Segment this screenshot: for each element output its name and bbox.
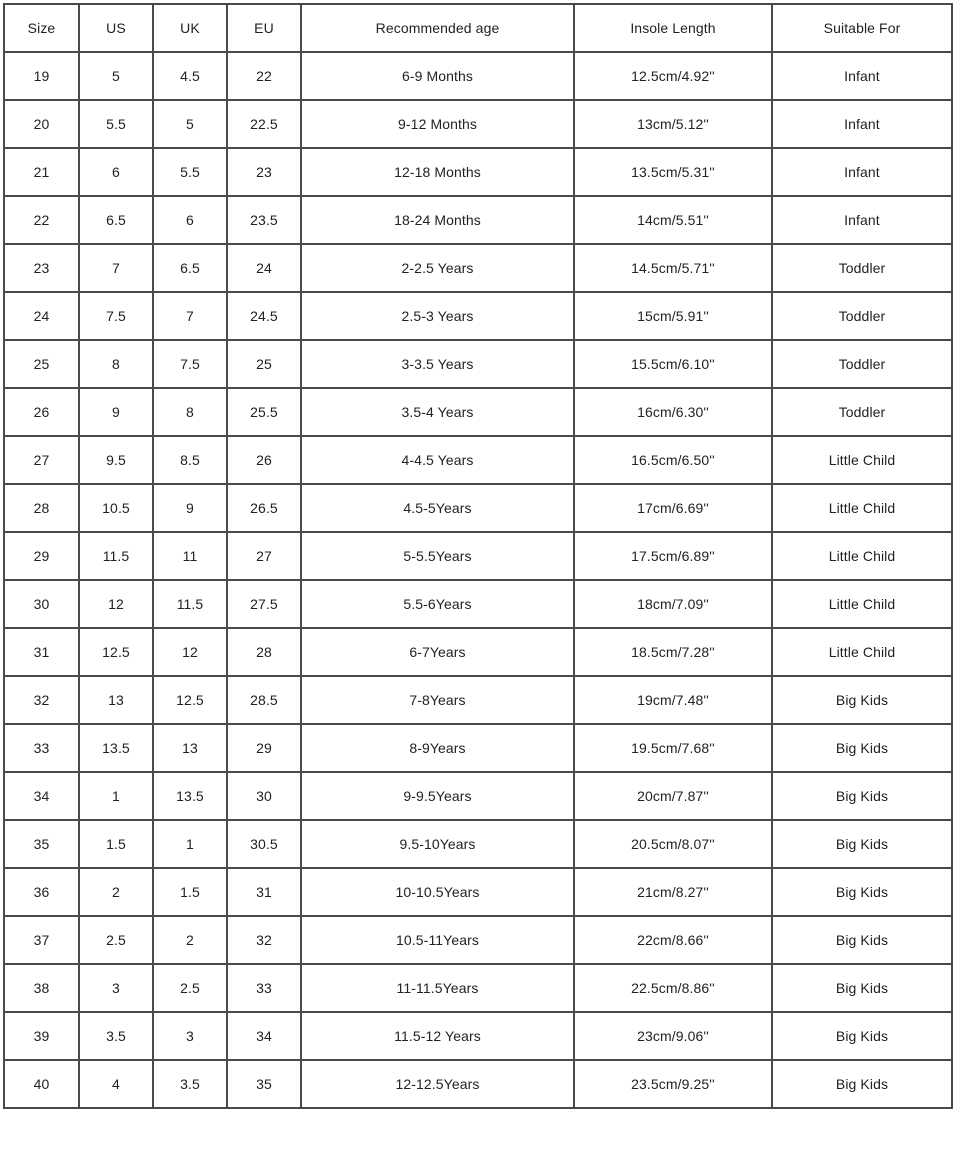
cell-us: 7.5 [79, 292, 153, 340]
cell-recommended-age: 5-5.5Years [301, 532, 574, 580]
cell-uk: 6 [153, 196, 227, 244]
table-row [4, 820, 952, 868]
cell-recommended-age: 10.5-11Years [301, 916, 574, 964]
cell-us: 11.5 [79, 532, 153, 580]
cell-eu: 23.5 [227, 196, 301, 244]
cell-recommended-age: 6-9 Months [301, 52, 574, 100]
cell-us: 2.5 [79, 916, 153, 964]
cell-insole-length: 14.5cm/5.71'' [574, 244, 772, 292]
cell-recommended-age: 8-9Years [301, 724, 574, 772]
cell-recommended-age: 11.5-12 Years [301, 1012, 574, 1060]
cell-suitable-for: Infant [772, 196, 952, 244]
table-row [4, 436, 952, 484]
cell-insole-length: 12.5cm/4.92'' [574, 52, 772, 100]
table-row [4, 1012, 952, 1060]
cell-size: 35 [4, 820, 79, 868]
cell-suitable-for: Toddler [772, 244, 952, 292]
table-row [4, 868, 952, 916]
table-row [4, 964, 952, 1012]
cell-suitable-for: Infant [772, 52, 952, 100]
cell-recommended-age: 7-8Years [301, 676, 574, 724]
cell-insole-length: 18cm/7.09'' [574, 580, 772, 628]
cell-eu: 33 [227, 964, 301, 1012]
cell-recommended-age: 18-24 Months [301, 196, 574, 244]
cell-eu: 30.5 [227, 820, 301, 868]
cell-uk: 4.5 [153, 52, 227, 100]
table-row [4, 388, 952, 436]
cell-size: 38 [4, 964, 79, 1012]
cell-uk: 2 [153, 916, 227, 964]
cell-uk: 11 [153, 532, 227, 580]
cell-size: 37 [4, 916, 79, 964]
cell-uk: 7 [153, 292, 227, 340]
cell-eu: 25 [227, 340, 301, 388]
cell-suitable-for: Toddler [772, 340, 952, 388]
cell-size: 32 [4, 676, 79, 724]
cell-size: 36 [4, 868, 79, 916]
cell-eu: 32 [227, 916, 301, 964]
cell-insole-length: 18.5cm/7.28'' [574, 628, 772, 676]
table-row [4, 196, 952, 244]
header-recommended-age: Recommended age [301, 4, 574, 52]
cell-size: 29 [4, 532, 79, 580]
cell-us: 10.5 [79, 484, 153, 532]
cell-us: 12 [79, 580, 153, 628]
cell-recommended-age: 3.5-4 Years [301, 388, 574, 436]
cell-insole-length: 13cm/5.12'' [574, 100, 772, 148]
cell-eu: 34 [227, 1012, 301, 1060]
cell-recommended-age: 12-18 Months [301, 148, 574, 196]
cell-size: 23 [4, 244, 79, 292]
cell-insole-length: 23.5cm/9.25'' [574, 1060, 772, 1108]
cell-suitable-for: Big Kids [772, 724, 952, 772]
cell-insole-length: 22.5cm/8.86'' [574, 964, 772, 1012]
cell-uk: 12 [153, 628, 227, 676]
table-row [4, 52, 952, 100]
cell-insole-length: 22cm/8.66'' [574, 916, 772, 964]
cell-eu: 24 [227, 244, 301, 292]
cell-size: 34 [4, 772, 79, 820]
cell-insole-length: 14cm/5.51'' [574, 196, 772, 244]
cell-uk: 8 [153, 388, 227, 436]
cell-us: 9.5 [79, 436, 153, 484]
cell-size: 30 [4, 580, 79, 628]
table-row [4, 916, 952, 964]
cell-us: 3 [79, 964, 153, 1012]
header-uk: UK [153, 4, 227, 52]
cell-size: 40 [4, 1060, 79, 1108]
cell-suitable-for: Big Kids [772, 820, 952, 868]
cell-suitable-for: Big Kids [772, 772, 952, 820]
table-row [4, 340, 952, 388]
cell-recommended-age: 2.5-3 Years [301, 292, 574, 340]
cell-uk: 5.5 [153, 148, 227, 196]
cell-insole-length: 15.5cm/6.10'' [574, 340, 772, 388]
cell-recommended-age: 9-12 Months [301, 100, 574, 148]
cell-uk: 6.5 [153, 244, 227, 292]
cell-suitable-for: Little Child [772, 532, 952, 580]
header-size: Size [4, 4, 79, 52]
cell-recommended-age: 9-9.5Years [301, 772, 574, 820]
cell-us: 9 [79, 388, 153, 436]
cell-eu: 26 [227, 436, 301, 484]
cell-size: 31 [4, 628, 79, 676]
cell-recommended-age: 6-7Years [301, 628, 574, 676]
cell-size: 25 [4, 340, 79, 388]
cell-insole-length: 15cm/5.91'' [574, 292, 772, 340]
cell-suitable-for: Little Child [772, 580, 952, 628]
cell-uk: 7.5 [153, 340, 227, 388]
cell-us: 6.5 [79, 196, 153, 244]
cell-size: 20 [4, 100, 79, 148]
cell-suitable-for: Big Kids [772, 676, 952, 724]
header-suitable-for: Suitable For [772, 4, 952, 52]
cell-us: 5 [79, 52, 153, 100]
cell-suitable-for: Little Child [772, 484, 952, 532]
table-row [4, 772, 952, 820]
cell-insole-length: 20.5cm/8.07'' [574, 820, 772, 868]
table-row [4, 532, 952, 580]
cell-insole-length: 21cm/8.27'' [574, 868, 772, 916]
cell-eu: 25.5 [227, 388, 301, 436]
cell-us: 1.5 [79, 820, 153, 868]
cell-suitable-for: Little Child [772, 628, 952, 676]
header-eu: EU [227, 4, 301, 52]
cell-us: 12.5 [79, 628, 153, 676]
cell-size: 24 [4, 292, 79, 340]
table-row [4, 244, 952, 292]
cell-us: 13.5 [79, 724, 153, 772]
cell-suitable-for: Little Child [772, 436, 952, 484]
cell-insole-length: 19cm/7.48'' [574, 676, 772, 724]
table-row [4, 676, 952, 724]
cell-suitable-for: Infant [772, 148, 952, 196]
cell-us: 7 [79, 244, 153, 292]
table-row [4, 628, 952, 676]
cell-recommended-age: 11-11.5Years [301, 964, 574, 1012]
table-row [4, 1060, 952, 1108]
cell-uk: 5 [153, 100, 227, 148]
table-row [4, 580, 952, 628]
cell-recommended-age: 3-3.5 Years [301, 340, 574, 388]
cell-us: 13 [79, 676, 153, 724]
cell-insole-length: 17.5cm/6.89'' [574, 532, 772, 580]
cell-insole-length: 20cm/7.87'' [574, 772, 772, 820]
table-row [4, 484, 952, 532]
cell-uk: 1 [153, 820, 227, 868]
cell-recommended-age: 4.5-5Years [301, 484, 574, 532]
cell-uk: 1.5 [153, 868, 227, 916]
cell-eu: 27 [227, 532, 301, 580]
cell-uk: 12.5 [153, 676, 227, 724]
size-chart-table [3, 3, 953, 1109]
cell-suitable-for: Toddler [772, 292, 952, 340]
table-row [4, 100, 952, 148]
cell-suitable-for: Big Kids [772, 868, 952, 916]
size-chart-body [4, 52, 952, 1108]
cell-uk: 8.5 [153, 436, 227, 484]
cell-uk: 13.5 [153, 772, 227, 820]
cell-insole-length: 13.5cm/5.31'' [574, 148, 772, 196]
cell-size: 28 [4, 484, 79, 532]
cell-uk: 11.5 [153, 580, 227, 628]
cell-uk: 3.5 [153, 1060, 227, 1108]
header-insole-length: Insole Length [574, 4, 772, 52]
cell-size: 39 [4, 1012, 79, 1060]
cell-insole-length: 17cm/6.69'' [574, 484, 772, 532]
cell-suitable-for: Big Kids [772, 1060, 952, 1108]
cell-uk: 13 [153, 724, 227, 772]
cell-us: 1 [79, 772, 153, 820]
cell-eu: 28.5 [227, 676, 301, 724]
cell-eu: 22 [227, 52, 301, 100]
cell-eu: 28 [227, 628, 301, 676]
cell-eu: 24.5 [227, 292, 301, 340]
cell-eu: 30 [227, 772, 301, 820]
cell-eu: 22.5 [227, 100, 301, 148]
cell-suitable-for: Big Kids [772, 916, 952, 964]
cell-recommended-age: 2-2.5 Years [301, 244, 574, 292]
cell-us: 5.5 [79, 100, 153, 148]
cell-eu: 35 [227, 1060, 301, 1108]
table-row [4, 724, 952, 772]
cell-size: 33 [4, 724, 79, 772]
cell-size: 22 [4, 196, 79, 244]
cell-recommended-age: 10-10.5Years [301, 868, 574, 916]
cell-recommended-age: 12-12.5Years [301, 1060, 574, 1108]
header-row [4, 4, 952, 52]
cell-suitable-for: Big Kids [772, 1012, 952, 1060]
cell-eu: 27.5 [227, 580, 301, 628]
cell-suitable-for: Toddler [772, 388, 952, 436]
cell-recommended-age: 4-4.5 Years [301, 436, 574, 484]
cell-eu: 29 [227, 724, 301, 772]
cell-eu: 26.5 [227, 484, 301, 532]
cell-us: 6 [79, 148, 153, 196]
cell-uk: 9 [153, 484, 227, 532]
cell-size: 27 [4, 436, 79, 484]
cell-insole-length: 23cm/9.06'' [574, 1012, 772, 1060]
table-row [4, 148, 952, 196]
cell-recommended-age: 5.5-6Years [301, 580, 574, 628]
cell-us: 3.5 [79, 1012, 153, 1060]
cell-size: 26 [4, 388, 79, 436]
cell-recommended-age: 9.5-10Years [301, 820, 574, 868]
cell-insole-length: 16cm/6.30'' [574, 388, 772, 436]
header-us: US [79, 4, 153, 52]
cell-suitable-for: Big Kids [772, 964, 952, 1012]
cell-uk: 3 [153, 1012, 227, 1060]
cell-insole-length: 19.5cm/7.68'' [574, 724, 772, 772]
cell-us: 2 [79, 868, 153, 916]
table-row [4, 292, 952, 340]
cell-us: 4 [79, 1060, 153, 1108]
cell-size: 19 [4, 52, 79, 100]
cell-us: 8 [79, 340, 153, 388]
cell-insole-length: 16.5cm/6.50'' [574, 436, 772, 484]
cell-eu: 23 [227, 148, 301, 196]
cell-uk: 2.5 [153, 964, 227, 1012]
cell-eu: 31 [227, 868, 301, 916]
cell-size: 21 [4, 148, 79, 196]
cell-suitable-for: Infant [772, 100, 952, 148]
